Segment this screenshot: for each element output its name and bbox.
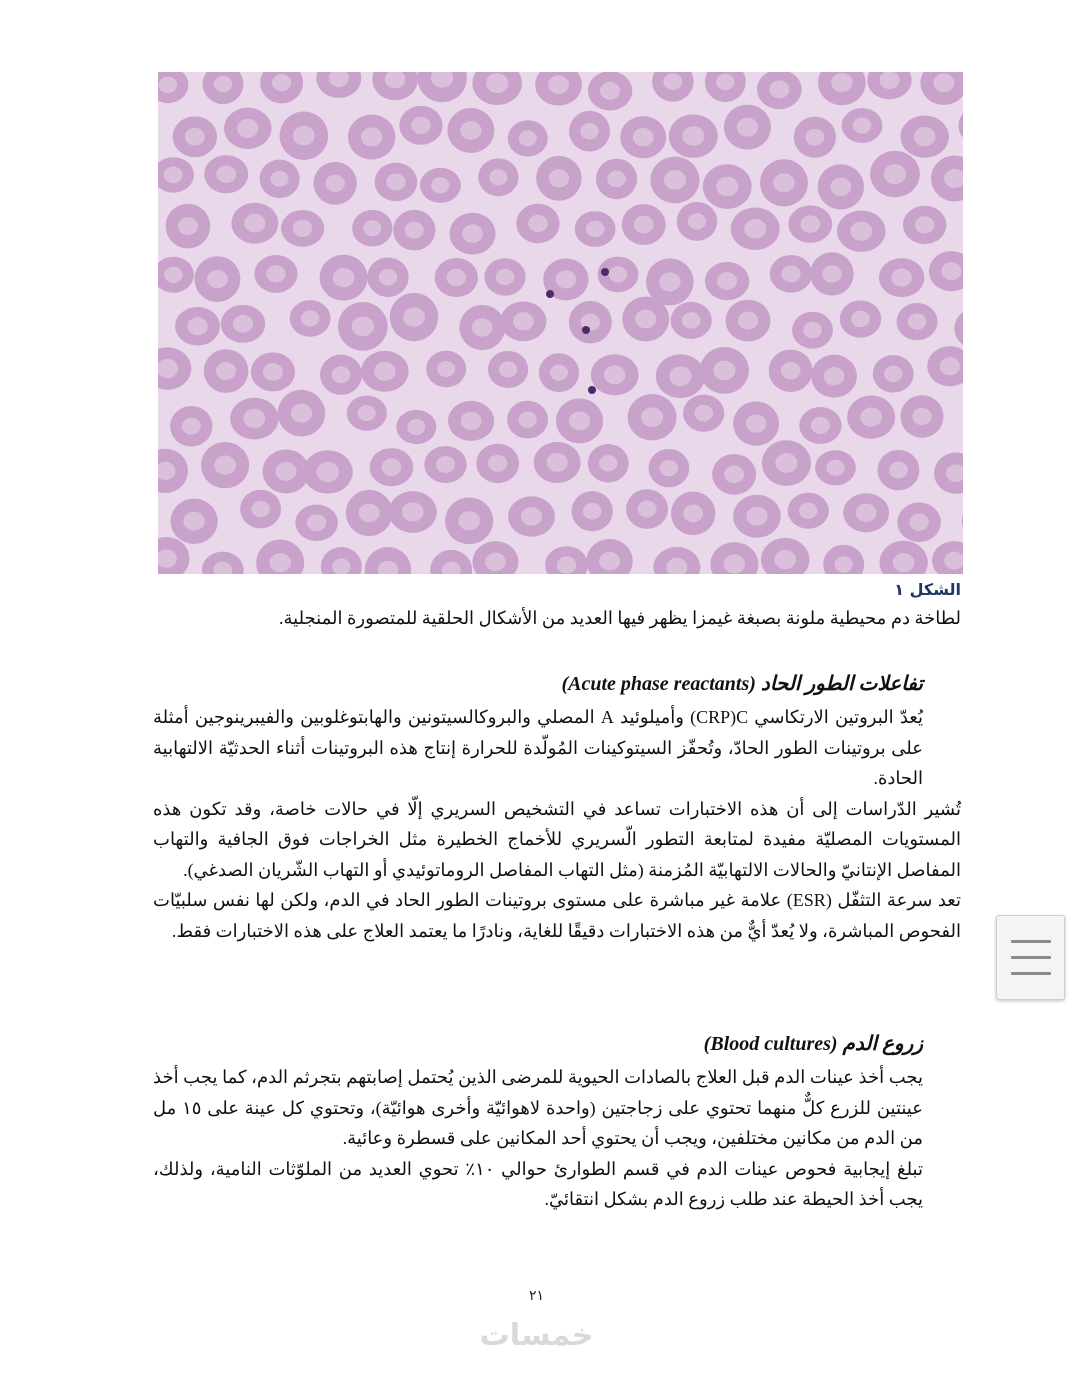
red-blood-cell	[260, 159, 300, 198]
red-blood-cell	[900, 116, 948, 158]
red-blood-cell	[221, 305, 266, 343]
red-blood-cell	[760, 159, 808, 206]
red-blood-cell	[622, 204, 666, 245]
red-blood-cell	[588, 72, 632, 110]
red-blood-cell	[794, 117, 836, 158]
red-blood-cell	[393, 210, 435, 251]
red-blood-cell	[536, 156, 581, 201]
red-blood-cell	[367, 257, 408, 297]
red-blood-cell	[620, 116, 666, 158]
parasite-ring-form	[582, 326, 590, 334]
red-blood-cell	[770, 255, 812, 293]
red-blood-cell	[622, 297, 669, 342]
red-blood-cell	[840, 300, 881, 337]
red-blood-cell	[171, 499, 218, 544]
red-blood-cell	[484, 258, 525, 295]
red-blood-cell	[346, 490, 393, 536]
red-blood-cell	[683, 395, 724, 432]
red-blood-cell	[626, 489, 668, 529]
figure-caption-text: لطاخة دم محيطية ملونة بصبغة غيمزا يظهر فيها العديد من الأشكال الحلقية للمتصورة المنجلية.	[279, 608, 961, 628]
red-blood-cell	[572, 491, 613, 531]
red-blood-cell	[792, 312, 833, 349]
red-blood-cell	[175, 307, 220, 346]
red-blood-cell	[731, 208, 780, 250]
red-blood-cell	[705, 262, 749, 300]
red-blood-cell	[194, 256, 240, 302]
red-blood-cell	[370, 448, 414, 486]
section-heading: زروع الدم (Blood cultures)	[703, 1033, 923, 1055]
red-blood-cell	[897, 303, 938, 340]
red-blood-cell	[173, 116, 218, 157]
section-blood-cultures	[153, 1030, 923, 1215]
red-blood-cell	[534, 442, 581, 483]
red-blood-cell	[375, 163, 418, 202]
red-blood-cell	[254, 255, 297, 293]
section-acute-phase-reactants	[153, 670, 961, 946]
red-blood-cell	[448, 401, 494, 441]
red-blood-cell	[847, 396, 895, 439]
red-blood-cell	[873, 355, 914, 393]
red-blood-cell	[677, 202, 718, 241]
red-blood-cell	[389, 491, 437, 533]
red-blood-cell	[390, 293, 438, 341]
red-blood-cell	[303, 450, 353, 493]
red-blood-cell	[447, 108, 494, 153]
red-blood-cell	[290, 300, 331, 337]
red-blood-cell	[897, 502, 941, 542]
red-blood-cell	[450, 213, 496, 255]
red-blood-cell	[733, 401, 779, 445]
red-blood-cell	[508, 120, 548, 156]
paragraph: تعد سرعة التثفّل (ESR) علامة غير مباشرة على مستوى بروتينات الطور الحاد في الدم، ولكن لها نفس سلبيّات الفحوص المباشرة، ولا يُعدّ أيٌّ من هذه الاختبارات دقيقًا للغاية، ونادرًا ما يعتمد العلاج على هذه الاختبارات فقط.	[153, 890, 961, 941]
red-blood-cell	[280, 112, 329, 160]
red-blood-cell	[762, 440, 811, 486]
red-blood-cell	[879, 258, 924, 297]
red-blood-cell	[575, 211, 616, 247]
red-blood-cell	[628, 394, 677, 440]
paragraph: تُشير الدّراسات إلى أن هذه الاختبارات تساعد في التشخيص السريري إلّا في حالات خاصة، وقد تكون هذه المستويات المصليّة مفيدة لمتابعة التطور الّسريري للأخماج الخطيرة مثل الخراجات فوق الجافية والتهاب المفاصل الإنتانيّ والحالات الالتهابيّة المُزمنة (مثل التهاب المفاصل الروماتوئيدي أو التهاب الشّريان الصدغي).	[153, 798, 961, 880]
red-blood-cell	[166, 204, 211, 249]
red-blood-cell	[281, 210, 324, 247]
red-blood-cell	[712, 454, 756, 495]
red-blood-cell	[726, 300, 771, 342]
red-blood-cell	[230, 398, 278, 440]
red-blood-cell	[507, 401, 548, 439]
red-blood-cell	[733, 495, 781, 538]
red-blood-cell	[724, 105, 771, 150]
red-blood-cell	[650, 157, 699, 204]
red-blood-cell	[201, 442, 249, 488]
red-blood-cell	[224, 108, 271, 149]
red-blood-cell	[295, 504, 338, 541]
page-number: ٢١	[528, 1287, 545, 1303]
red-blood-cell	[649, 449, 690, 487]
red-blood-cell	[703, 164, 752, 209]
red-blood-cell	[843, 493, 889, 532]
red-blood-cell	[569, 111, 610, 152]
blood-smear-image	[158, 72, 963, 574]
red-blood-cell	[556, 398, 603, 443]
red-blood-cell	[815, 450, 856, 485]
red-blood-cell	[810, 252, 853, 295]
blood-smear-figure	[158, 72, 963, 574]
red-blood-cell	[788, 493, 829, 529]
red-blood-cell	[204, 349, 249, 393]
red-blood-cell	[426, 351, 466, 388]
red-blood-cell	[870, 151, 920, 197]
red-blood-cell	[769, 350, 813, 392]
red-blood-cell	[361, 351, 409, 392]
red-blood-cell	[445, 498, 493, 545]
red-blood-cell	[799, 407, 841, 444]
red-blood-cell	[435, 258, 478, 297]
red-blood-cell	[170, 406, 212, 447]
red-blood-cell	[903, 206, 946, 244]
red-blood-cell	[338, 302, 388, 351]
parasite-ring-form	[546, 290, 554, 298]
red-blood-cell	[591, 354, 639, 395]
red-blood-cell	[396, 410, 436, 444]
watermark-logo: خمسات	[479, 1318, 594, 1353]
red-blood-cell	[569, 301, 612, 344]
red-blood-cell	[204, 155, 248, 193]
red-blood-cell	[539, 353, 579, 392]
red-blood-cell	[488, 351, 528, 388]
red-blood-cell	[420, 168, 461, 203]
red-blood-cell	[516, 204, 559, 244]
figure-caption-title: الشكل ١	[894, 580, 961, 599]
paragraph: تبلغ إيجابية فحوص عينات الدم في قسم الطوارئ حوالي ١٠٪ تحوي العديد من الملوّثات النامية، ولذلك، يجب أخذ الحيطة عند طلب زروع الدم بشكل انتقائيّ.	[153, 1158, 923, 1209]
red-blood-cell	[788, 205, 832, 243]
red-blood-cell	[700, 347, 749, 394]
red-blood-cell	[313, 162, 356, 205]
red-blood-cell	[320, 355, 362, 395]
red-blood-cell	[320, 255, 368, 301]
red-blood-cell	[424, 446, 466, 483]
red-blood-cell	[347, 395, 387, 430]
hamburger-menu-icon	[1011, 940, 1051, 976]
red-blood-cell	[818, 164, 864, 209]
red-blood-cell	[263, 449, 310, 493]
red-blood-cell	[500, 302, 546, 342]
red-blood-cell	[671, 492, 715, 536]
parasite-ring-form	[588, 386, 596, 394]
red-blood-cell	[900, 395, 943, 438]
red-blood-cell	[251, 352, 295, 391]
red-blood-cell	[811, 355, 857, 398]
red-blood-cell	[278, 390, 325, 437]
red-blood-cell	[399, 106, 442, 145]
menu-button[interactable]	[996, 915, 1065, 1000]
red-blood-cell	[596, 159, 637, 200]
red-blood-cell	[588, 444, 629, 482]
red-blood-cell	[478, 158, 518, 196]
red-blood-cell	[671, 302, 712, 339]
section-heading: تفاعلات الطور الحاد (Acute phase reactants)	[561, 673, 923, 695]
red-blood-cell	[508, 496, 555, 536]
red-blood-cell	[656, 354, 705, 398]
red-blood-cell	[476, 444, 519, 483]
red-blood-cell	[459, 305, 505, 350]
red-blood-cell	[352, 210, 392, 247]
red-blood-cell	[877, 450, 919, 491]
red-blood-cell	[842, 108, 883, 143]
paragraph: يُعدّ البروتين الارتكاسي CRP)C) وأميلوئيد A المصلي والبروكالسيتونين والهابتوغلوبين والفيبرينوجين أمثلة على بروتينات الطور الحادّ، وتُحفّز السيتوكينات المُولّدة للحرارة إنتاج هذه البروتينات أثناء الحدثيّة الالتهابية الحادة.	[153, 707, 923, 788]
red-blood-cell	[231, 203, 278, 244]
red-blood-cell	[348, 115, 395, 160]
red-blood-cell	[837, 210, 886, 251]
red-blood-cell	[669, 114, 718, 158]
parasite-ring-form	[601, 268, 609, 276]
red-blood-cell	[240, 490, 281, 529]
paragraph: يجب أخذ عينات الدم قبل العلاج بالصادات الحيوية للمرضى الذين يُحتمل إصابتهم بتجرثم الدم، كما يجب أخذ عينتين للزرع كلٌّ منهما تحتوي على زجاجتين (واحدة لاهوائيّة وأخرى هوائيّة)، وتحتوي كل عينة على ١٥ مل من الدم من مكانين مختلفين، ويجب أن يحتوي أحد المكانين على قسطرة وعائية.	[153, 1067, 923, 1148]
